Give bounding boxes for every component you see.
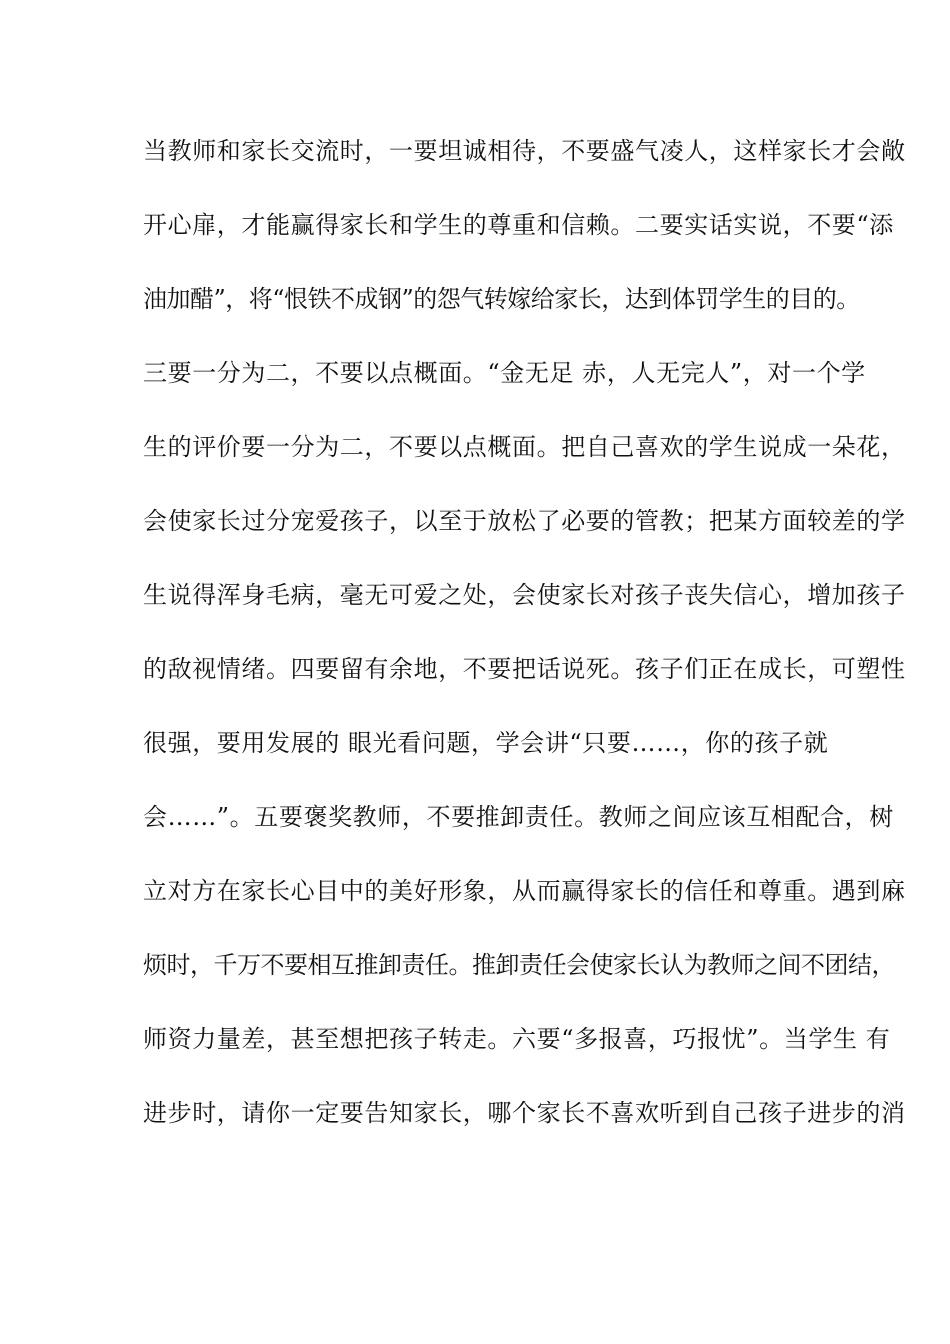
body-text: [143, 128, 906, 1164]
text-line: 立对方在家长心目中的美好形象，从而赢得家长的信任和尊重。遇到麻: [143, 877, 906, 905]
text-line: 烦时，千万不要相互推卸责任。推卸责任会使家长认为教师之间不团结，: [143, 951, 895, 979]
text-line: 会……”。五要褒奖教师，不要推卸责任。教师之间应该互相配合，树: [143, 803, 894, 831]
text-line: 进步时，请你一定要告知家长，哪个家长不喜欢听到自己孩子进步的消: [143, 1099, 906, 1127]
text-line: 的敌视情绪。四要留有余地，不要把话说死。孩子们正在成长，可塑性: [143, 655, 906, 683]
text-line: 当教师和家长交流时，一要坦诚相待，不要盛气凌人，这样家长才会敞: [143, 137, 906, 165]
text-line: 生说得浑身毛病，毫无可爱之处，会使家长对孩子丧失信心，增加孩子: [143, 581, 906, 609]
text-line: 师资力量差，甚至想把孩子转走。六要“多报喜，巧报忧”。当学生 有: [143, 1025, 891, 1053]
text-line: 生的评价要一分为二，不要以点概面。把自己喜欢的学生说成一朵花，: [143, 433, 906, 461]
text-line: 很强，要用发展的 眼光看问题，学会讲“只要……，你的孩子就: [143, 729, 829, 757]
text-line: 油加醋”，将“恨铁不成钢”的怨气转嫁给家长，达到体罚学生的目的。: [143, 285, 860, 313]
text-line: 开心扉，才能赢得家长和学生的尊重和信赖。二要实话实说，不要“添: [143, 211, 894, 239]
text-line: 三要一分为二，不要以点概面。“金无足 赤，人无完人”，对一个学: [143, 359, 866, 387]
text-line: 会使家长过分宠爱孩子，以至于放松了必要的管教；把某方面较差的学: [143, 507, 906, 535]
